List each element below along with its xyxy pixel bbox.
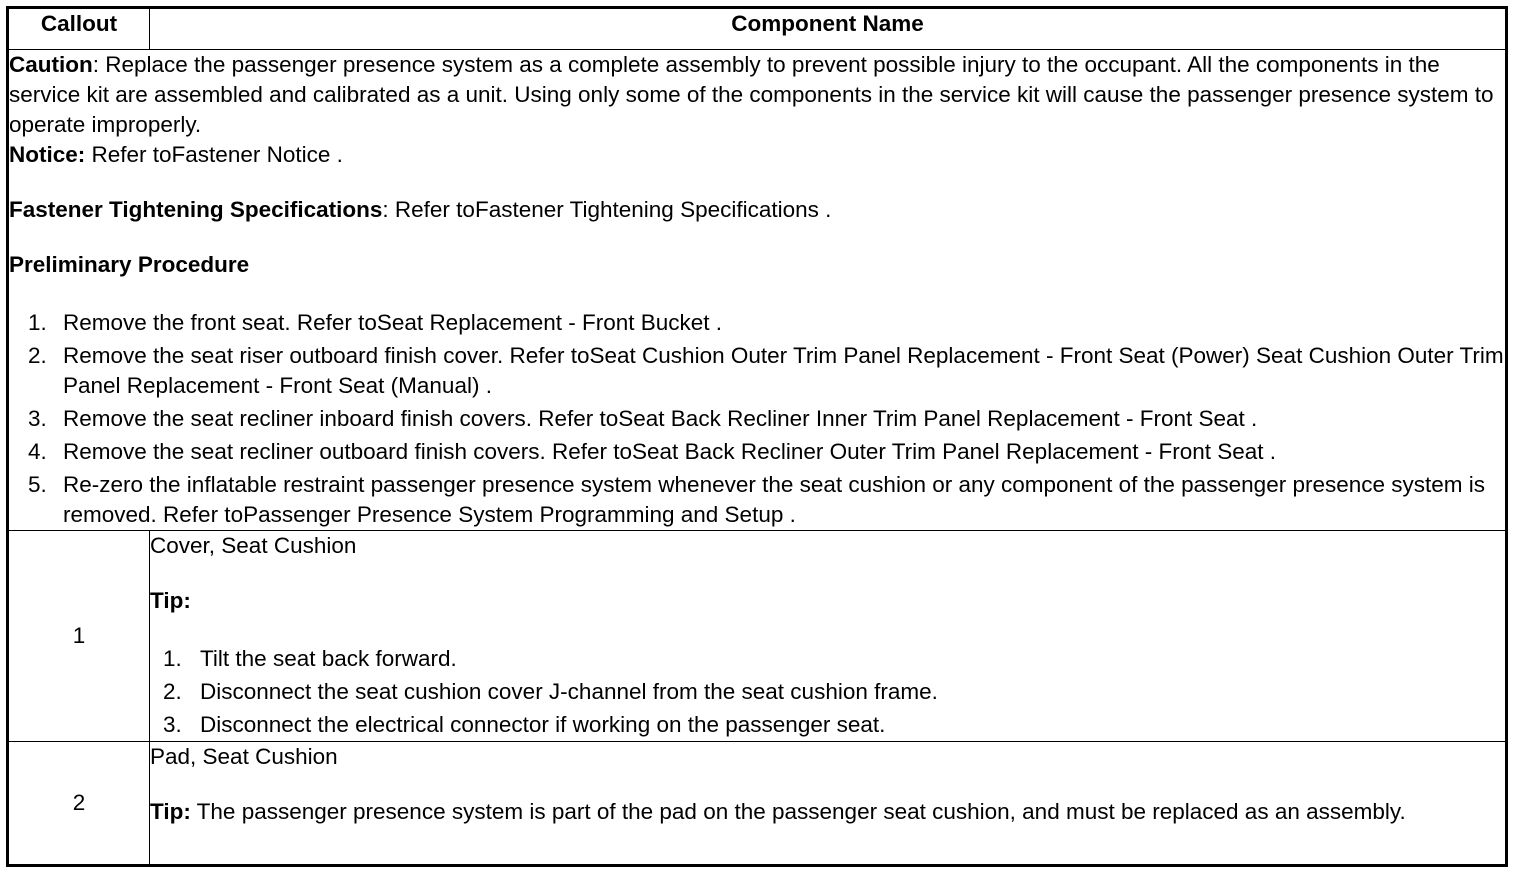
preliminary-row: [8, 50, 1507, 531]
callout-header: Callout: [8, 8, 150, 50]
callout-number: 2: [8, 742, 150, 866]
notice-text: Refer toFastener Notice .: [85, 142, 343, 167]
tip-label: Tip:: [150, 588, 191, 613]
table-row: [8, 531, 1507, 742]
list-item: 2. Disconnect the seat cushion cover J-channel from the seat cushion frame.: [163, 679, 938, 704]
preliminary-steps: [9, 308, 1505, 530]
notice-paragraph: [9, 140, 1505, 170]
list-item: 5. Re-zero the inflatable restraint passenger presence system whenever the seat cushion or any component of the passenger presence system is removed. Refer toPassenger Presence System Programming and Setup .: [28, 472, 1486, 527]
tip-label: Tip:: [150, 799, 191, 824]
table-row: [8, 742, 1507, 866]
component-cell: [150, 742, 1507, 866]
list-item: 1. Tilt the seat back forward.: [163, 646, 457, 671]
preliminary-cell: [8, 50, 1507, 531]
tip-paragraph: [150, 797, 1505, 827]
fastener-paragraph: [9, 195, 1505, 225]
component-name-header: Component Name: [150, 8, 1507, 50]
list-item: 4. Remove the seat recliner outboard finish covers. Refer toSeat Back Recliner Outer Trim Panel Replacement - Front Seat .: [28, 439, 1277, 464]
caution-text: : Replace the passenger presence system as a complete assembly to prevent possible injury to the occupant. All the components in the service kit are assembled and calibrated as a unit. Using only some of the components in the service kit will cause the passenger presence system to operate improperly.: [9, 52, 1494, 137]
header-row: [8, 8, 1507, 50]
caution-label: Caution: [9, 52, 93, 77]
caution-paragraph: [9, 50, 1505, 140]
list-item: 3. Remove the seat recliner inboard finish covers. Refer toSeat Back Recliner Inner Trim Panel Replacement - Front Seat .: [28, 406, 1258, 431]
tip-text: The passenger presence system is part of the pad on the passenger seat cushion, and must be replaced as an assembly.: [190, 799, 1406, 824]
component-cell: [150, 531, 1507, 742]
tip-steps: [150, 644, 1505, 740]
fastener-label: Fastener Tightening Specifications: [9, 197, 383, 222]
list-item: 2. Remove the seat riser outboard finish cover. Refer toSeat Cushion Outer Trim Panel Replacement - Front Seat (Power) Seat Cushion Outer Trim Panel Replacement - Front Seat (Manual) .: [28, 343, 1504, 398]
list-item: 1. Remove the front seat. Refer toSeat Replacement - Front Bucket .: [28, 310, 723, 335]
component-name: Cover, Seat Cushion: [150, 533, 357, 558]
list-item: 3. Disconnect the electrical connector if working on the passenger seat.: [163, 712, 886, 737]
notice-label: Notice:: [9, 142, 86, 167]
callout-number: 1: [8, 531, 150, 742]
fastener-text: : Refer toFastener Tightening Specifications .: [382, 197, 832, 222]
procedure-table: [6, 6, 1508, 867]
preliminary-procedure-title: Preliminary Procedure: [9, 252, 250, 277]
component-name: Pad, Seat Cushion: [150, 744, 338, 769]
